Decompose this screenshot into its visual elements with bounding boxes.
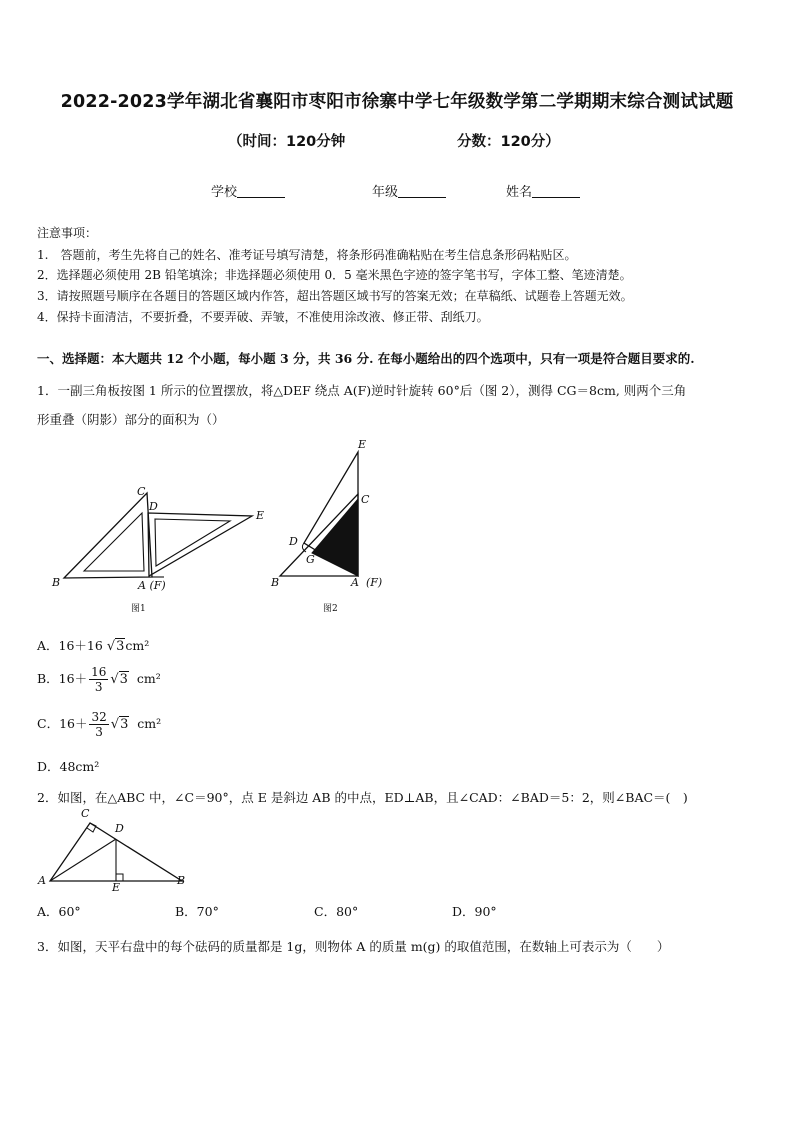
fig2-caption: 图2 <box>323 604 338 614</box>
q1-option-d[interactable]: D．48cm² <box>37 759 100 774</box>
fig2-label-c: C <box>361 493 370 506</box>
q1-option-a[interactable] <box>37 636 149 654</box>
name-blank <box>532 184 580 198</box>
page-title: 2022-2023学年湖北省襄阳市枣阳市徐寨中学七年级数学第二学期期末综合测试试题 <box>60 92 734 112</box>
question-1-line-2: 形重叠（阴影）部分的面积为（） <box>37 412 225 427</box>
school-field <box>211 181 285 200</box>
exam-score: 分数：120分） <box>457 134 560 150</box>
fig2-label-b: B <box>271 576 280 589</box>
section-heading: 一、选择题：本大题共 12 个小题，每小题 3 分，共 36 分. 在每小题给出的四个选项中，只有一项是符合题目要求的. <box>37 351 695 366</box>
figure-1 <box>40 475 280 615</box>
denominator: 3 <box>94 680 103 694</box>
fig1-label-c: C <box>137 485 146 498</box>
question-2-stem: 2．如图，在△ABC 中，∠C＝90°，点 E 是斜边 AB 的中点，ED⊥AB，且∠CAD：∠BAD＝5：2，则∠BAC＝( ) <box>37 790 688 805</box>
radicand: 3 <box>116 639 125 654</box>
note-item: 2．选择题必须使用 2B 铅笔填涂；非选择题必须使用 0．5 毫米黑色字迹的签字笔书写，字体工整、笔迹清楚。 <box>37 268 632 282</box>
fig1-label-e: E <box>256 509 265 522</box>
q2-label-b: B <box>177 874 186 887</box>
q2-label-d: D <box>115 822 124 835</box>
fig2-label-a: A <box>351 576 359 589</box>
q1-option-c[interactable] <box>37 710 161 739</box>
q1-option-a-prefix: A．16＋16 <box>37 638 103 653</box>
question-3-stem: 3．如图，天平右盘中的每个砝码的质量都是 1g，则物体 A 的质量 m(g) 的取值范围，在数轴上可表示为（ ） <box>37 939 670 954</box>
unit: cm² <box>125 638 150 653</box>
fig1-label-a: A (F) <box>138 579 166 592</box>
exam-time: （时间：120分钟 <box>228 134 346 150</box>
name-field <box>506 181 580 200</box>
unit: cm² <box>136 671 161 686</box>
radicand: 3 <box>120 717 129 732</box>
note-item: 3．请按照题号顺序在各题目的答题区域内作答，超出答题区域书写的答案无效；在草稿纸、试题卷上答题无效。 <box>37 289 633 303</box>
notes-title: 注意事项： <box>37 226 98 240</box>
unit: cm² <box>137 716 162 731</box>
q2-option-d[interactable]: D．90° <box>452 904 497 919</box>
question-1-line-1: 1．一副三角板按图 1 所示的位置摆放，将△DEF 绕点 A(F)逆时针旋转 60°后（图 2），测得 CG＝8cm, 则两个三角 <box>37 383 687 398</box>
fig2-label-f: (F) <box>366 576 383 589</box>
numerator: 16 <box>91 665 107 679</box>
grade-field <box>372 181 446 200</box>
fig2-label-d: D <box>289 535 298 548</box>
grade-blank <box>398 184 446 198</box>
sqrt-symbol: √3 <box>110 717 129 732</box>
school-blank <box>237 184 285 198</box>
q2-option-c[interactable]: C．80° <box>314 904 359 919</box>
grade-label: 年级 <box>372 185 399 200</box>
q1-option-b-prefix: B．16＋ <box>37 671 88 686</box>
school-label: 学校 <box>211 185 238 200</box>
fig2-label-e: E <box>358 438 367 451</box>
note-item: 1. 答题前，考生先将自己的姓名、准考证号填写清楚，将条形码准确粘贴在考生信息条形码粘贴区。 <box>37 248 577 262</box>
fraction <box>89 665 108 694</box>
denominator: 3 <box>95 725 103 739</box>
q2-option-b[interactable]: B．70° <box>175 904 219 919</box>
fig1-caption: 图1 <box>131 604 146 614</box>
q1-option-c-prefix: C．16＋ <box>37 716 88 731</box>
q2-label-e: E <box>112 881 121 894</box>
q2-label-c: C <box>81 807 90 820</box>
fig1-label-d: D <box>149 500 158 513</box>
fraction <box>89 710 108 739</box>
numerator: 32 <box>91 710 107 724</box>
figure-2 <box>270 440 390 590</box>
name-label: 姓名 <box>506 185 533 200</box>
fig2-label-g: G <box>306 553 315 566</box>
sqrt-symbol: √3 <box>106 639 125 654</box>
q1-option-b[interactable] <box>37 665 161 694</box>
sqrt-symbol: √3 <box>110 672 128 687</box>
q2-option-a[interactable]: A．60° <box>37 904 81 919</box>
fig1-label-b: B <box>52 576 61 589</box>
radicand: 3 <box>119 672 128 687</box>
note-item: 4．保持卡面清洁，不要折叠，不要弄破、弄皱，不准使用涂改液、修正带、刮纸刀。 <box>37 310 489 324</box>
q2-label-a: A <box>38 874 46 887</box>
